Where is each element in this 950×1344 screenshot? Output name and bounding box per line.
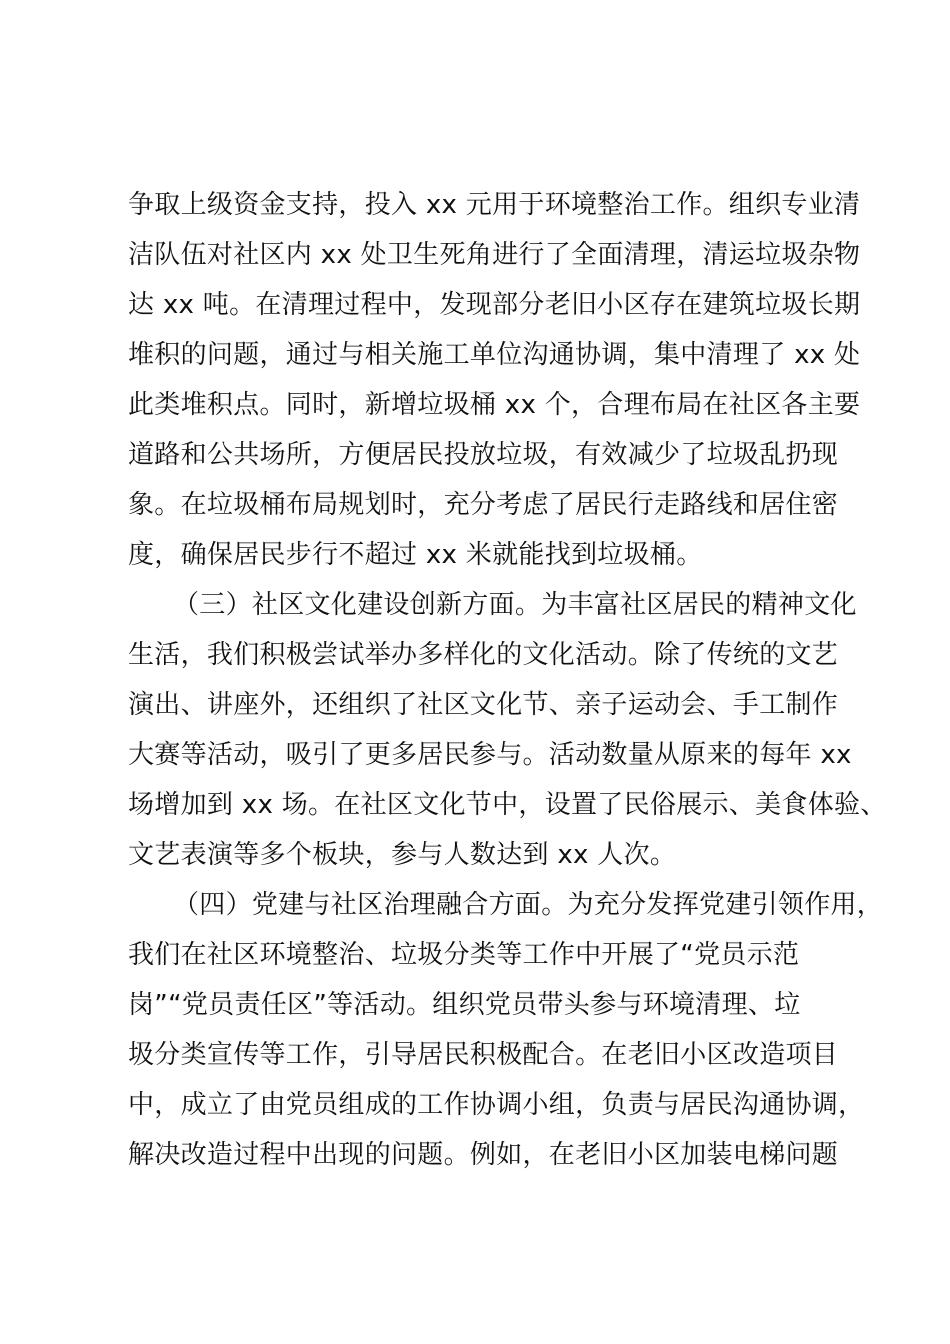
text-line: 演出、讲座外，还组织了社区文化节、亲子运动会、手工制作 [128, 690, 839, 720]
paragraph-section-4 [128, 880, 884, 1180]
text-line: 岗”“党员责任区”等活动。组织党员带头参与环境清理、垃 [128, 990, 801, 1020]
text-line: 堆积的问题，通过与相关施工单位沟通协调，集中清理了 xx 处 [128, 340, 861, 370]
text-line: 大赛等活动，吸引了更多居民参与。活动数量从原来的每年 xx [128, 740, 852, 770]
text-line: 道路和公共场所，方便居民投放垃圾，有效减少了垃圾乱扔现 [128, 440, 839, 470]
text-line: 洁队伍对社区内 xx 处卫生死角进行了全面清理，清运垃圾杂物 [128, 240, 861, 270]
text-line: 圾分类宣传等工作，引导居民积极配合。在老旧小区改造项目 [128, 1040, 839, 1070]
text-line: 此类堆积点。同时，新增垃圾桶 xx 个，合理布局在社区各主要 [128, 390, 861, 420]
document-body [128, 180, 887, 1180]
text-line: （三）社区文化建设创新方面。为丰富社区居民的精神文化 [173, 590, 857, 620]
text-line: 文艺表演等多个板块，参与人数达到 xx 人次。 [128, 840, 677, 870]
text-line: 争取上级资金支持，投入 xx 元用于环境整治工作。组织专业清 [128, 190, 861, 220]
text-line: 解决改造过程中出现的问题。例如，在老旧小区加装电梯问题 [128, 1140, 839, 1170]
text-line: 象。在垃圾桶布局规划时，充分考虑了居民行走路线和居住密 [128, 490, 839, 520]
text-line: 中，成立了由党员组成的工作协调小组，负责与居民沟通协调， [128, 1090, 865, 1120]
text-line: 达 xx 吨。在清理过程中，发现部分老旧小区存在建筑垃圾长期 [128, 290, 861, 320]
text-line: （四）党建与社区治理融合方面。为充分发挥党建引领作用， [173, 890, 884, 920]
text-line: 生活，我们积极尝试举办多样化的文化活动。除了传统的文艺 [128, 640, 839, 670]
text-line: 场增加到 xx 场。在社区文化节中，设置了民俗展示、美食体验、 [128, 790, 887, 820]
text-line: 我们在社区环境整治、垃圾分类等工作中开展了“党员示范 [128, 940, 800, 970]
paragraph-continuation [128, 180, 861, 580]
paragraph-section-3 [128, 580, 887, 880]
text-line: 度，确保居民步行不超过 xx 米就能找到垃圾桶。 [128, 540, 703, 570]
